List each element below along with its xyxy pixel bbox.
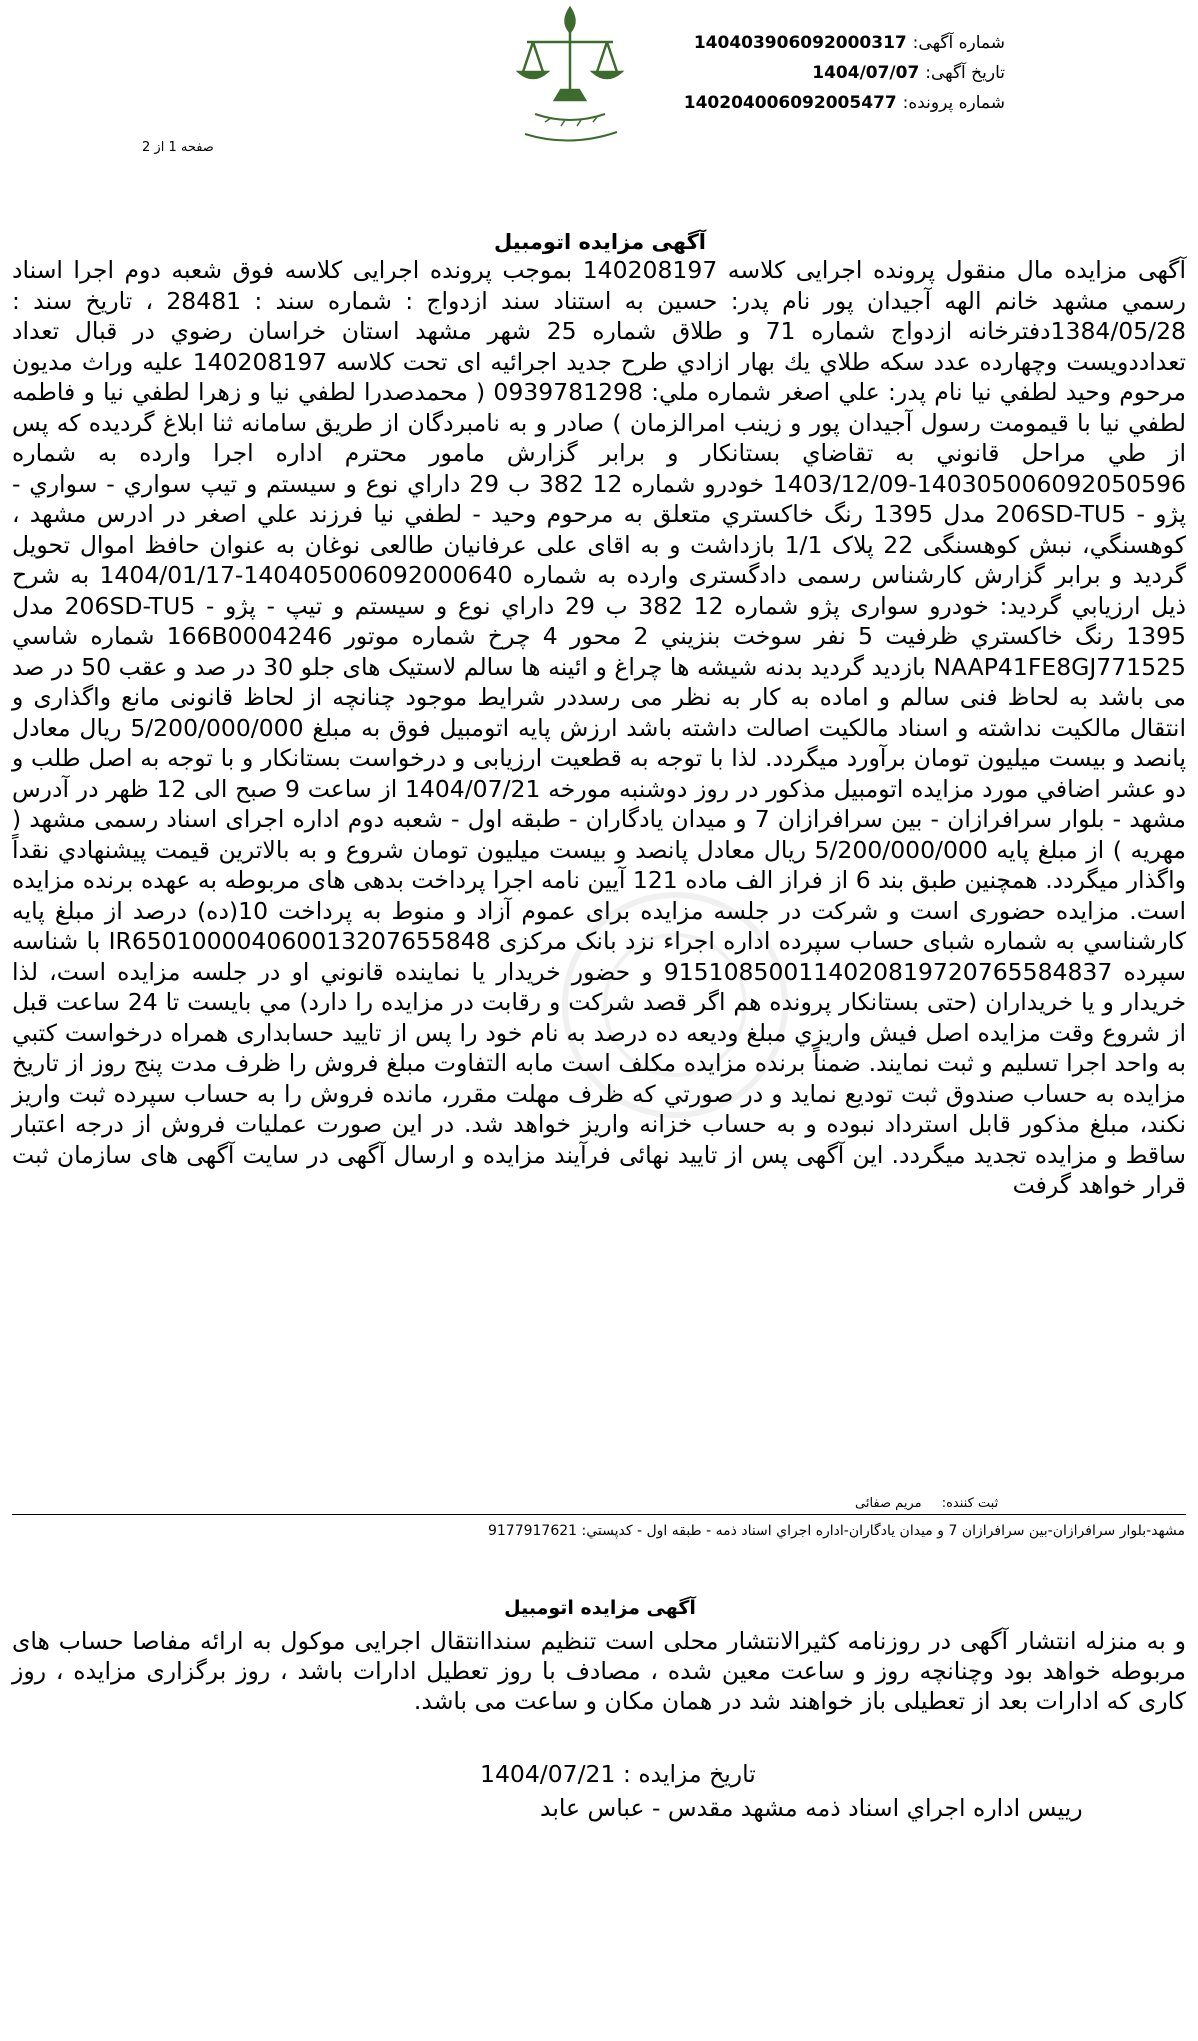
notice-body: آگهی مزایده مال منقول پرونده اجرایی کلاسه 140208197 بموجب پرونده اجرايی کلاسه فوق شعبه دوم اجرا اسناد رسمي مشهد خانم الهه آجيدان پور نام پدر: حسين به استناد سند ازدواج : شماره سند : 28481 ، تاريخ سند : 1384/05/28دفترخانه ازدواج شماره 71 و طلاق شماره 25 شهر مشهد استان خراسان رضوي در قبال تعداد تعداددويست وچهارده عدد سكه طلاي يك بهار ازادي طرح جديد اجرائيه ای تحت کلاسه 140208197 عليه وراث مديون مرحوم وحيد لطفي نيا نام پدر: علي اصغر شماره ملي: 0939781298 ( محمدصدرا لطفي نيا و زهرا لطفي نيا و فاطمه لطفي نيا با قيمومت رسول آجيدان پور و زينب امرالزمان ) صادر و به نامبردگان از طريق سامانه ثنا ابلاغ گرديده كه پس از طي مراحل قانوني به تقاضاي بستانكار و برابر گزارش مامور محترم اداره اجرا وارده به شماره 140305006092050596-1403/12/09 خودرو شماره 12 382 ب 29 داراي نوع و سيستم و تيپ سواري - سواري - پژو - 206SD-TU5 مدل 1395 رنگ خاكستري متعلق به مرحوم وحيد - لطفي نيا فرزند علي اصغر در ادرس مشهد ، كوهسنگي، نبش كوهسنگی 22 پلاک 1/1 بازداشت و به اقای علی عرفانيان طالعی نوغان به عنوان حافظ اموال تحويل گرديد و برابر گزارش كارشناس رسمی دادگستری وارده به شماره 140405006092000640-1404/01/17 به شرح ذيل ارزيابي گرديد: خودرو سواری پژو شماره 12 382 ب 29 داراي نوع و سيستم و تيپ - پژو - 206SD-TU5 مدل 1395 رنگ خاكستري ظرفيت 5 نفر سوخت بنزيني 2 محور 4 چرخ شماره موتور 166B0004246 شماره شاسي NAAP41FE8GJ771525 بازديد گرديد بدنه شيشه ها چراغ و ائينه ها سالم لاستيک های جلو 30 در صد و عقب 50 در صد می باشد به لحاظ فنی سالم و اماده به کار به نظر می رسددر شرايط موجود چنانچه از لحاظ قانونی مانع واگذاری و انتقال مالكيت نداشته و اسناد مالكيت اصالت داشته باشد ارزش پايه اتومبيل فوق به مبلغ 5/200/000/000 ريال معادل پانصد و بيست ميليون تومان برآورد ميگردد. لذا با توجه به قطعيت ارزيابی و درخواست بستانكار و با توجه به اصل طلب و دو عشر اضافي مورد مزايده اتومبيل مذكور در روز دوشنبه مورخه 1404/07/21 از ساعت 9 صبح الی 12 ظهر در آدرس مشهد - بلوار سرافرازان - بين سرافرازان 7 و ميدان يادگاران - طبقه اول - شعبه دوم اداره اجرای اسناد رسمی مشهد ( مهريه ) از مبلغ پايه 5/200/000/000 ريال معادل پانصد و بيست ميليون تومان شروع و به بالاترين قيمت پيشنهادي نقداً واگذار ميگردد. همچنين طبق بند 6 از فراز الف ماده 121 آيين نامه اجرا پرداخت بدهی های مربوطه به عهده برنده مزايده است. مزايده حضوری است و شركت در جلسه مزايده برای عموم آزاد و منوط به پرداخت 10(ده) درصد از مبلغ پايه كارشناسي به شماره شبای حساب سپرده اداره اجراء نزد بانک مركزی IR650100004060013207655848 با شناسه سپرده 915108500114020819720765584837 و حضور خريدار يا نماينده قانوني او در جلسه مزايده است، لذا خريدار و يا خريداران (حتی بستانكار پرونده هم اگر قصد شركت و رقابت در مزايده را دارد) مي بايست تا 24 ساعت قبل از شروع وقت مزايده اصل فيش واريزي مبلغ وديعه ده درصد به نام خود را پس از تاييد حسابداری همراه درخواست كتبي به واحد اجرا تسليم و ثبت نمايند. ضمناً برنده مزايده مكلف است مابه التفاوت مبلغ فروش را ظرف مدت پنج روز از تاريخ مزايده به حساب صندوق ثبت توديع نمايد و در صورتي كه ظرف مهلت مقرر، مانده فروش را به حساب سپرده ثبت واريز نكند، مبلغ مذكور قابل استرداد نبوده و به حساب خزانه واريز خواهد شد. در اين صورت عمليات فروش از درجه اعتبار ساقط و مزايده تجديد ميگردد. اين آگهی پس از تاييد نهائی فرآيند مزايده و ارسال آگهی در سايت آگهی های سازمان ثبت قرار خواهد گرفت [12, 256, 1187, 1199]
footer-divider [12, 1514, 1186, 1515]
notice-body-continued: و به منزله انتشار آگهی در روزنامه كثيرالانتشار محلی است تنظيم سنداانتقال اجرايی موكول به ارائه مفاصا حساب های مربوطه خواهد بود وچنانچه روز و ساعت معين شده ، مصادف با روز تعطيل ادارات باشد ، روز برگزاری مزايده ، روز كاری كه ادارات بعد از تعطيلی باز خواهند شد در همان مكان و ساعت می باشد. [12, 1627, 1186, 1715]
auction-date: 1404/07/21 [480, 1760, 616, 1788]
auction-date-line [480, 1760, 756, 1788]
notice-number: 140403906092000317 [693, 33, 907, 53]
notice-date-row [700, 58, 1005, 88]
registrar-label: ثبت کننده: [941, 1496, 999, 1511]
case-number-row [683, 88, 1005, 118]
signature-line: رييس اداره اجراي اسناد ذمه مشهد مقدس - عباس عابد [540, 1794, 1083, 1822]
case-number: 140204006092005477 [683, 93, 897, 113]
notice-title: آگهی مزایده اتومبیل [494, 230, 706, 254]
notice-date: 1404/07/07 [812, 63, 920, 83]
auction-date-label: تاریخ مزایده : [622, 1760, 756, 1788]
judiciary-scales-logo-icon [505, 2, 635, 152]
registrar-name: مریم صفائی [855, 1496, 922, 1511]
page-number: صفحه 1 از 2 [142, 140, 214, 155]
case-number-label: شماره پرونده: [902, 93, 1005, 113]
office-address: مشهد-بلوار سرافرازان-بين سرافرازان 7 و ميدان يادگاران-اداره اجراي اسناد ذمه - طبقه اول - كدپستي: 9177917621 [487, 1523, 1185, 1539]
notice-number-label: شماره آگهی: [912, 33, 1005, 53]
notice-title-continued: آگهی مزایده اتومبیل [504, 1597, 696, 1619]
notice-number-row [693, 28, 1005, 58]
notice-date-label: تاریخ آگهی: [925, 63, 1005, 83]
registrar-line [855, 1496, 998, 1511]
notice-meta [683, 28, 1005, 118]
